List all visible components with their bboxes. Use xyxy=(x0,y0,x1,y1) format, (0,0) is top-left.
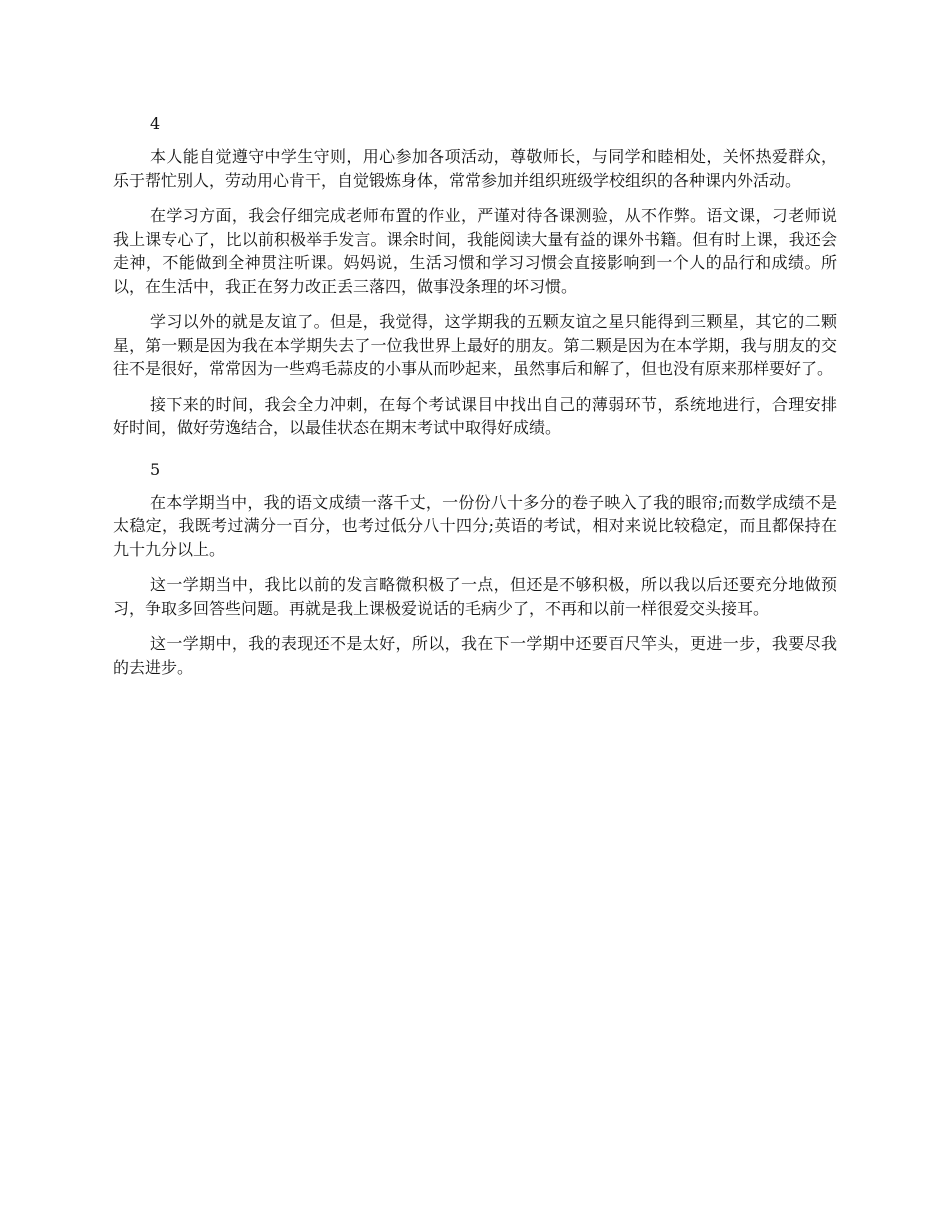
section-5 xyxy=(113,458,837,680)
section-number: 5 xyxy=(150,459,161,479)
paragraph: 学习以外的就是友谊了。但是，我觉得，这学期我的五颗友谊之星只能得到三颗星，其它的二颗星，第一颗是因为我在本学期失去了一位我世界上最好的朋友。第二颗是因为在本学期，我与朋友的交往不是很好，常常因为一些鸡毛蒜皮的小事从而吵起来，虽然事后和解了，但也没有原来那样要好了。 xyxy=(113,312,837,378)
paragraph: 这一学期当中，我比以前的发言略微积极了一点，但还是不够积极，所以我以后还要充分地做预习，争取多回答些问题。再就是我上课极爱说话的毛病少了，不再和以前一样很爱交头接耳。 xyxy=(113,575,837,618)
section-4 xyxy=(113,112,837,440)
paragraph: 在学习方面，我会仔细完成老师布置的作业，严谨对待各课测验，从不作弊。语文课，刁老师说我上课专心了，比以前积极举手发言。课余时间，我能阅读大量有益的课外书籍。但有时上课，我还会走神，不能做到全神贯注听课。妈妈说，生活习惯和学习习惯会直接影响到一个人的品行和成绩。所以，在生活中，我正在努力改正丢三落四，做事没条理的坏习惯。 xyxy=(113,206,837,296)
document-page xyxy=(113,112,837,691)
paragraph: 接下来的时间，我会全力冲刺，在每个考试课目中找出自己的薄弱环节，系统地进行，合理安排好时间，做好劳逸结合，以最佳状态在期末考试中取得好成绩。 xyxy=(113,394,837,437)
paragraph: 这一学期中，我的表现还不是太好，所以，我在下一学期中还要百尺竿头，更进一步，我要尽我的去进步。 xyxy=(113,634,837,677)
paragraph: 在本学期当中，我的语文成绩一落千丈，一份份八十多分的卷子映入了我的眼帘;而数学成绩不是太稳定，我既考过满分一百分，也考过低分八十四分;英语的考试，相对来说比较稳定，而且都保持在九十九分以上。 xyxy=(113,492,837,559)
section-number: 4 xyxy=(150,114,161,133)
paragraph: 本人能自觉遵守中学生守则，用心参加各项活动，尊敬师长，与同学和睦相处，关怀热爱群众，乐于帮忙别人，劳动用心肯干，自觉锻炼身体，常常参加并组织班级学校组织的各种课内外活动。 xyxy=(113,147,837,190)
